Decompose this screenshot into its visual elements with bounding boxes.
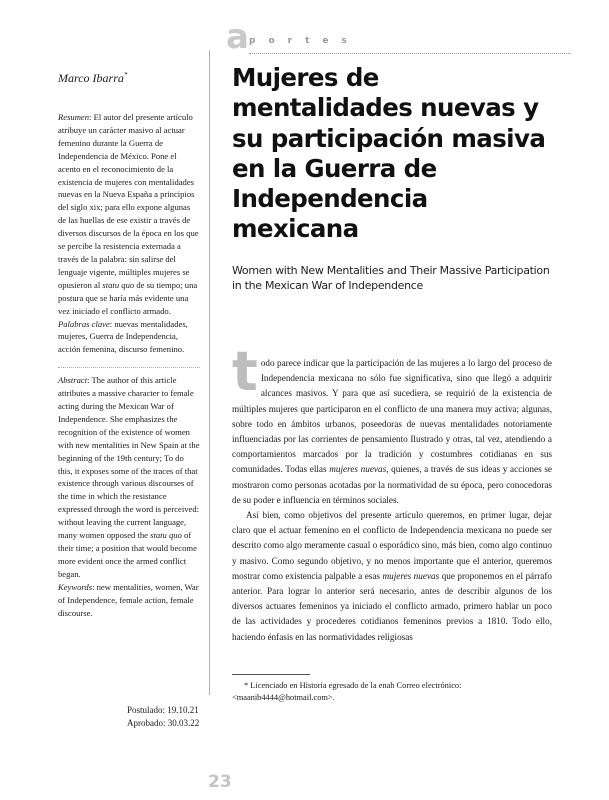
- abstract-en-label: Abstract: [58, 375, 88, 386]
- article-title: Mujeres de mentalidades nuevas y su participación masiva en la Guerra de Independencia mexicana: [232, 63, 546, 244]
- body-paragraph: todo parece indicar que la participación de las mujeres a lo largo del proceso de Independencia mexicana no sólo fue significativa, sino que llegó a adquirir alcances masivos. Y para que así sucediera, se requirió de la existencia de múltiples mujeres que participaron en el conflicto de una manera muy activa; algunas, sobre todo en ámbitos urbanos, poseedoras de nuevas mentalidades notoriamente influenciadas por las corrientes de pensamiento Ilustrado y otras, tal vez, atendiendo a comportamientos marcados por la tradición y costumbres cotidianas en sus comunidades. Todas ellas mujeres nuevas, quienes, a través de sus ideas y acciones se mostraron como personas acotadas por la normatividad de su época, pero conocedoras de su poder e influencia en términos sociales.: [232, 340, 552, 505]
- body-paragraph: Así bien, como objetivos del presente artículo queremos, en primer lugar, dejar claro que el actuar femenino en el conflicto de Independencia mexicana no puede ser descrito como algo meramente casual o esporádico sino, más bien, como algo continuo y masivo. Como segundo objetivo, y no menos importante que el anterior, queremos mostrar como existencia palpable a esas mujeres nuevas que proponemos en el párrafo anterior. Para lograr lo anterior será necesario, antes de describir algunos de los diversos actuares femeninos ya iniciado el conflicto armado, primero hablar un poco de las actividades y procederes cotidianos femeninos previos a 1810. Todo ello, haciendo énfasis en las normatividades religiosas: [232, 510, 552, 642]
- abstract-es: Resumen: El autor del presente artículo atribuye un carácter masivo al actuar femenino durante la Guerra de Independencia de México. Pone el acento en el reconocimiento de la existencia de mujeres con mentalidades nuevas en la Nueva España a principios del siglo xix; para ello expone algunas de las huellas de ese existir a través de diversos discursos de la época en los que se percibe la resistencia externada a través de la palabra: sin salirse del lenguaje vigente, múltiples mujeres se opusieron al statu quo de su tiempo; una postura que se haría más evidente una vez iniciado el conflicto armado.: [58, 112, 199, 316]
- section-initial: a: [226, 17, 249, 57]
- column-divider: [209, 50, 210, 695]
- abstract-separator: [58, 367, 200, 368]
- sidebar: [58, 68, 200, 619]
- abstract-en: Abstract: The author of this article attributes a massive character to female acting during the Mexican War of Independence. She emphasizes the recognition of the existence of women with new mentalities in New Spain at the beginning of the 19th century; To do this, it exposes some of the traces of that existence through various discourses of the time in which the resistance expressed through the word is perceived: without leaving the current language, many women opposed the statu quo of their time; a position that would become more evident once the armed conflict began.: [58, 375, 200, 579]
- section-header: [226, 17, 556, 57]
- received-date: Postulado: 19.10.21: [127, 705, 199, 715]
- header-rule: [249, 53, 571, 54]
- keywords-en: Keywords: new mentalities, women, War of Independence, female action, female discourse.: [58, 581, 199, 618]
- author-footnote-mark: *: [123, 71, 128, 79]
- article-body: [232, 340, 552, 645]
- approved-date: Aprobado: 30.03.22: [127, 717, 200, 728]
- footnote-rule: [232, 674, 310, 675]
- drop-cap: t: [232, 340, 258, 403]
- section-label: portes: [249, 36, 360, 46]
- footnote: * Licenciado en Historia egresado de la enah Correo electrónico: <maanib4444@hotmail.com>.: [232, 681, 462, 703]
- article-subtitle-en: Women with New Mentalities and Their Massive Participation in the Mexican War of Independence: [232, 264, 550, 292]
- abstract-es-label: Resumen: [58, 112, 90, 122]
- page-number: 23: [208, 772, 232, 792]
- keywords-es: Palabras clave: nuevas mentalidades, mujeres, Guerra de Independencia, acción femenina, discurso femenino.: [58, 318, 188, 355]
- submission-dates: [127, 704, 199, 729]
- author-name: Marco Ibarra*: [58, 71, 128, 85]
